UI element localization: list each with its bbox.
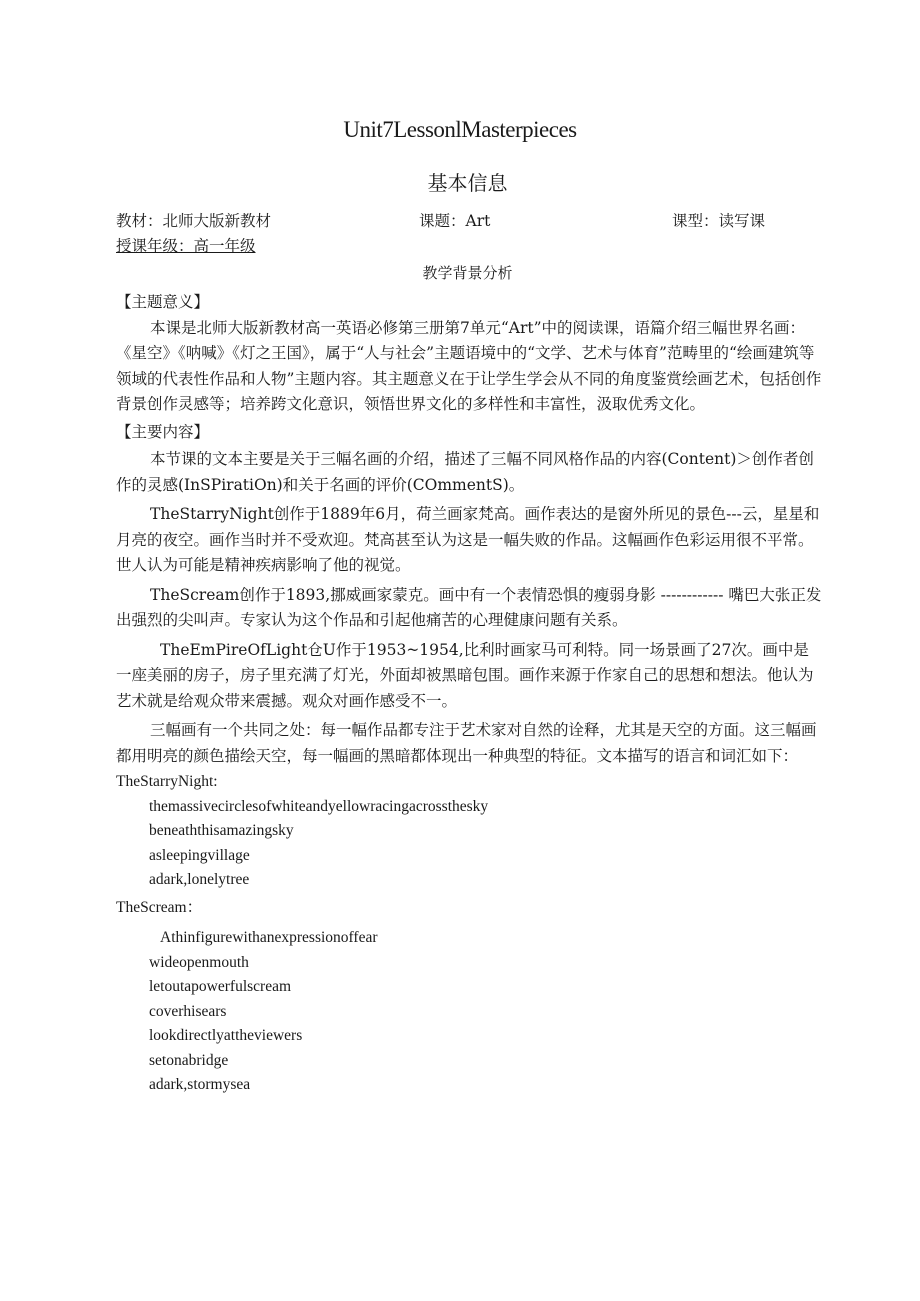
list-item: lookdirectlyattheviewers: [149, 1027, 303, 1044]
list-item: setonabridge: [149, 1051, 229, 1069]
content-paragraph-scream: TheScream创作于1893,挪威画家蒙克。画中有一个表情恐惧的瘦弱身影 ------------ 嘴巴大张正发出强烈的尖叫声。专家认为这个作品和引起他痛苦的心理健康问题有关系。: [116, 585, 822, 629]
vocab-list-scream: [116, 926, 824, 1098]
document-title: Unit7LessonlMasterpieces: [343, 117, 577, 142]
content-paragraph-empire-of-light: TheEmPireOfLight仓U作于1953~1954,比利时画家马可利特。同一场景画了27次。画中是一座美丽的房子，房子里充满了灯光，外面却被黑暗包围。画作来源于作家自己的思想和想法。他认为艺术就是给观众带来震撼。观众对画作感受不一。: [116, 640, 814, 710]
content-paragraph-intro: 本节课的文本主要是关于三幅名画的介绍，描述了三幅不同风格作品的内容(Content)＞创作者创作的灵感(InSPiratiOn)和关于名画的评价(COmmentS)。: [116, 450, 814, 494]
document-body: [116, 290, 824, 1098]
content-paragraph-common: 三幅画有一个共同之处：每一幅作品都专注于艺术家对自然的诠释，尤其是天空的方面。这三幅画都用明亮的颜色描绘天空，每一幅画的黑暗都体现出一种典型的特征。文本描写的语言和词汇如下：: [116, 721, 817, 765]
content-paragraph-starry-night: TheStarryNight创作于1889年6月，荷兰画家梵高。画作表达的是窗外所见的景色---云，星星和月亮的夜空。画作当时并不受欢迎。梵高甚至认为这是一幅失败的作品。这幅画作色彩运用很不平常。世人认为可能是精神疾病影响了他的视觉。: [116, 505, 820, 574]
list-item: adark,stormysea: [149, 1076, 251, 1093]
vocab-heading-scream: TheScream：: [116, 898, 203, 916]
list-item: beneaththisamazingsky: [149, 822, 294, 839]
vocab-list-starry-night: [116, 795, 824, 893]
list-item: Athinfigurewithanexpressionoffear: [160, 929, 378, 946]
textbook-info: 教材：北师大版新教材: [116, 212, 272, 230]
list-item: adark,lonelytree: [149, 871, 250, 888]
section-title-basic-info: 基本信息: [427, 171, 508, 195]
list-item: asleepingvillage: [149, 846, 250, 864]
lesson-type-info: 课型：读写课: [672, 212, 766, 230]
list-item: themassivecirclesofwhiteandyellowracingacrossthesky: [149, 797, 489, 815]
background-analysis-heading: 教学背景分析: [422, 264, 513, 282]
list-item: wideopenmouth: [149, 953, 249, 971]
vocab-heading-starry-night: TheStarryNight:: [116, 773, 218, 790]
topic-info: 课题：Art: [419, 212, 491, 230]
theme-paragraph: 本课是北师大版新教材高一英语必修第三册第7单元“Art”中的阅读课，语篇介绍三幅世界名画：《星空》《呐喊》《灯之王国》，属于“人与社会”主题语境中的“文学、艺术与体育”范畴里的“绘画建筑等领域的代表性作品和人物”主题内容。其主题意义在于让学生学会从不同的角度鉴赏绘画艺术，包括创作背景创作灵感等；培养跨文化意识，领悟世界文化的多样性和丰富性，汲取优秀文化。: [116, 318, 822, 413]
basic-info-row: [116, 209, 816, 231]
content-heading: 【主要内容】: [116, 422, 210, 441]
grade-info: 授课年级：高一年级: [116, 237, 256, 255]
list-item: coverhisears: [149, 1002, 227, 1020]
list-item: letoutapowerfulscream: [149, 978, 292, 995]
theme-heading: 【主题意义】: [116, 293, 210, 311]
